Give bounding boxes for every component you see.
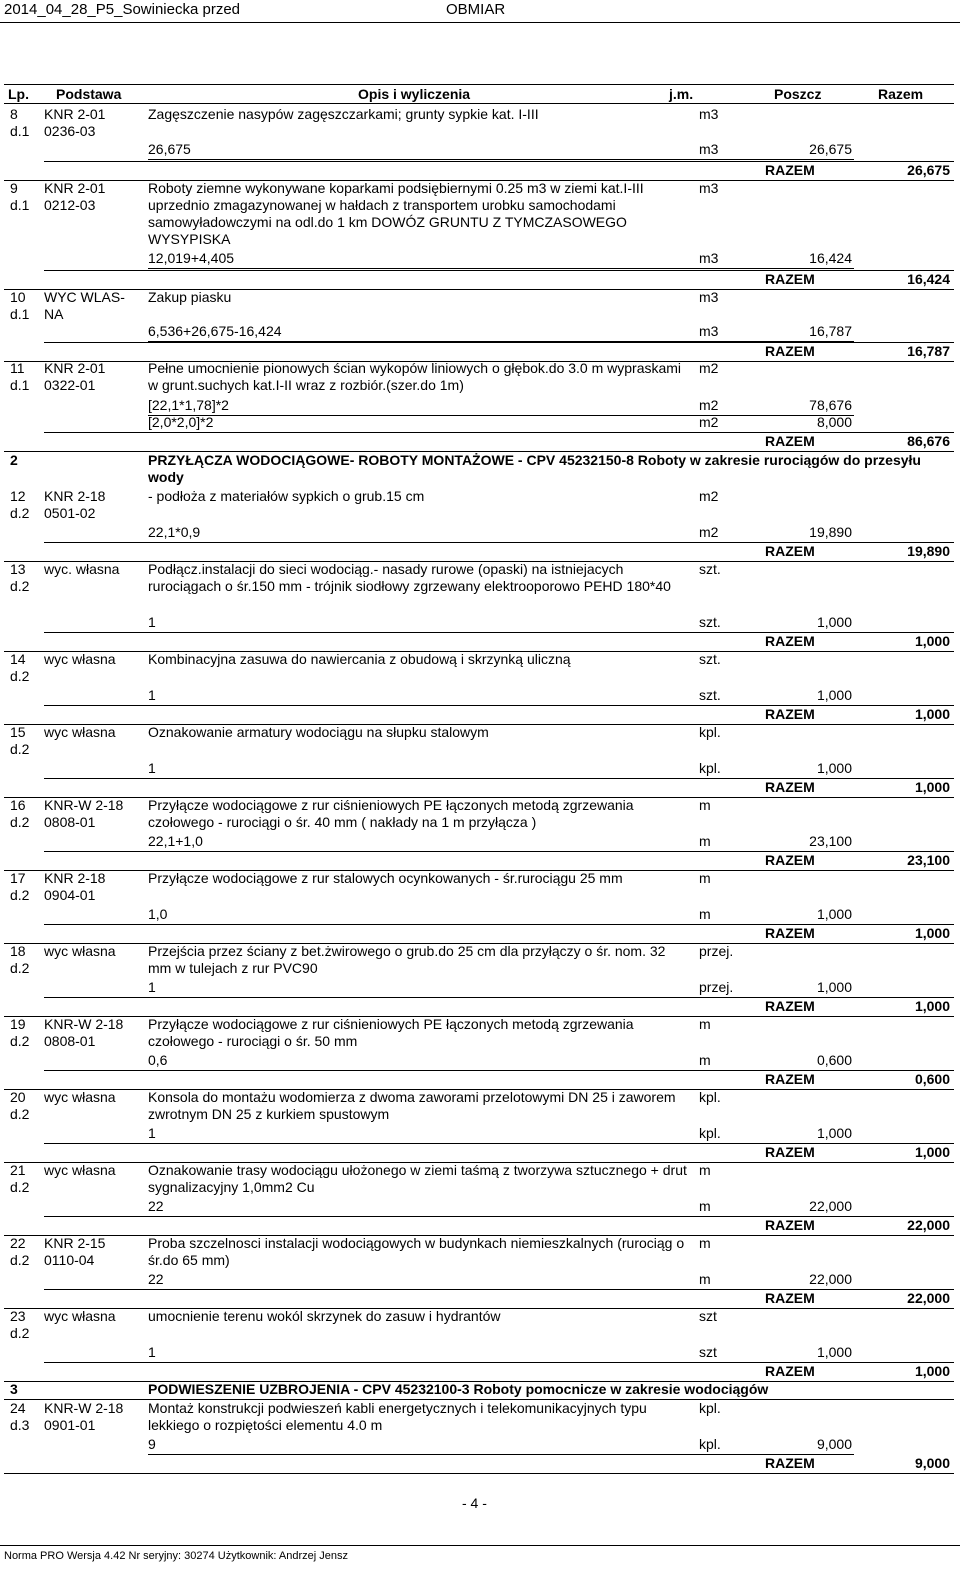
header-poszcz: Poszcz: [774, 86, 822, 102]
item-description: Przyłącze wodociągowe z rur stalowych ocynkowanych - śr.rurociągu 25 mm: [148, 870, 623, 886]
calc-unit: m: [699, 833, 711, 849]
item-description: Kombinacyjna zasuwa do nawiercania z obudową i skrzynką uliczną: [148, 651, 571, 667]
calc-expression: 22,1*0,9: [148, 524, 201, 540]
item-dzial: d.1: [10, 377, 30, 393]
razem-value: 1,000: [914, 1363, 950, 1379]
item-description: Pełne umocnienie pionowych ścian wykopów liniowych o głębok.do 3.0 m wypraskami w grunt.suchych kat.I-II wraz z rozbiór.(szer.do 1m): [148, 360, 682, 393]
calc-expression: 22: [148, 1271, 164, 1287]
razem-divider: [44, 342, 954, 343]
razem-label: RAZEM: [765, 706, 815, 722]
calc-unit: m2: [699, 524, 719, 540]
item-unit: m3: [699, 106, 719, 122]
calc-expression: 1: [148, 687, 156, 703]
razem-label: RAZEM: [765, 779, 815, 795]
razem-label: RAZEM: [765, 1144, 815, 1160]
item-dzial: d.2: [10, 814, 30, 830]
calc-expression: [22,1*1,78]*2: [148, 397, 229, 413]
razem-label: RAZEM: [765, 343, 815, 359]
item-podstawa: KNR 2-01: [44, 106, 106, 122]
calc-expression: 1,0: [148, 906, 168, 922]
razem-label: RAZEM: [765, 271, 815, 287]
razem-divider: [44, 705, 954, 706]
razem-label: RAZEM: [765, 433, 815, 449]
calc-unit: m: [699, 1198, 711, 1214]
item-description: - podłoża z materiałów sypkich o grub.15 cm: [148, 488, 425, 504]
calc-unit: m: [699, 1052, 711, 1068]
calc-expression: 0,6: [148, 1052, 168, 1068]
razem-value: 1,000: [914, 1144, 950, 1160]
item-podstawa: wyc własna: [44, 1308, 116, 1324]
calc-divider: [148, 268, 854, 269]
razem-divider: [44, 1289, 954, 1290]
razem-value: 16,424: [907, 271, 950, 287]
razem-value: 1,000: [914, 633, 950, 649]
item-unit: m: [699, 1016, 711, 1032]
item-podstawa: KNR 2-18: [44, 870, 106, 886]
item-lp: 21: [10, 1162, 26, 1178]
item-lp: 9: [10, 180, 18, 196]
item-lp: 18: [10, 943, 26, 959]
calc-value: 78,676: [809, 397, 852, 413]
item-podstawa: wyc własna: [44, 724, 116, 740]
calc-expression: 22,1+1,0: [148, 833, 203, 849]
calc-value: 1,000: [816, 1344, 852, 1360]
item-description: Podłącz.instalacji do sieci wodociąg.- nasady rurowe (opaski) na istniejacych rurociągach o śr.150 mm - trójnik siodłowy zgrzewany elektrooporowo PEHD 180*40: [148, 561, 671, 594]
calc-value: 16,424: [809, 250, 852, 266]
item-dzial: d.1: [10, 306, 30, 322]
header-razem: Razem: [878, 86, 924, 102]
header-jm: j.m.: [669, 86, 694, 102]
item-unit: kpl.: [699, 1089, 721, 1105]
item-podstawa-code: 0110-04: [44, 1252, 95, 1268]
razem-divider: [44, 997, 954, 998]
item-unit: m2: [699, 488, 719, 504]
calc-expression: 22: [148, 1198, 164, 1214]
razem-divider: [44, 1143, 954, 1144]
item-unit: szt: [699, 1308, 717, 1324]
page-number: - 4 -: [462, 1495, 487, 1511]
calc-unit: m: [699, 1271, 711, 1287]
calc-unit: m3: [699, 323, 719, 339]
item-podstawa: KNR 2-01: [44, 360, 106, 376]
razem-value: 23,100: [907, 852, 950, 868]
header-lp: Lp.: [8, 86, 29, 102]
calc-expression: 26,675: [148, 141, 191, 157]
item-description: umocnienie terenu wokól skrzynek do zasuw i hydrantów: [148, 1308, 501, 1324]
item-lp: 14: [10, 651, 26, 667]
razem-value: 1,000: [914, 925, 950, 941]
item-podstawa-code: 0236-03: [44, 123, 96, 139]
footer-divider: [0, 1545, 960, 1546]
item-lp: 20: [10, 1089, 26, 1105]
razem-value: 26,675: [907, 162, 950, 178]
item-lp: 10: [10, 289, 26, 305]
item-unit: m3: [699, 180, 719, 196]
item-podstawa-code: 0904-01: [44, 887, 96, 903]
item-lp: 23: [10, 1308, 26, 1324]
calc-value: 23,100: [809, 833, 852, 849]
calc-unit: m2: [699, 414, 719, 430]
item-podstawa: wyc własna: [44, 1089, 116, 1105]
item-unit: m: [699, 797, 711, 813]
item-podstawa-code: 0808-01: [44, 814, 96, 830]
item-unit: m: [699, 1162, 711, 1178]
item-dzial: d.3: [10, 1417, 30, 1433]
calc-unit: kpl.: [699, 760, 721, 776]
item-description: Roboty ziemne wykonywane koparkami podsiębiernymi 0.25 m3 w ziemi kat.I-III uprzednio zmagazynowanej w hałdach z transportem urobku samochodami samowyładowczymi na odl.do 1 km DOWÓZ GRUNTU Z TYMCZASOWEGO WYSYPISKA: [148, 180, 644, 247]
razem-divider: [44, 924, 954, 925]
razem-divider: [44, 1216, 954, 1217]
item-dzial: d.2: [10, 741, 30, 757]
calc-divider: [148, 415, 854, 416]
razem-value: 1,000: [914, 998, 950, 1014]
item-podstawa-code: 0322-01: [44, 377, 96, 393]
razem-divider: [44, 632, 954, 633]
razem-label: RAZEM: [765, 543, 815, 559]
calc-unit: szt.: [699, 614, 721, 630]
razem-value: 0,600: [914, 1071, 950, 1087]
calc-expression: 12,019+4,405: [148, 250, 235, 266]
item-podstawa: wyc własna: [44, 943, 116, 959]
razem-label: RAZEM: [765, 1217, 815, 1233]
calc-expression: 9: [148, 1436, 156, 1452]
item-podstawa: WYC WLAS-: [44, 289, 125, 305]
item-podstawa-code: 0501-02: [44, 505, 96, 521]
calc-value: 1,000: [816, 906, 852, 922]
item-unit: m: [699, 1235, 711, 1251]
calc-unit: kpl.: [699, 1436, 721, 1452]
item-lp: 15: [10, 724, 26, 740]
item-podstawa: KNR-W 2-18: [44, 1016, 124, 1032]
razem-label: RAZEM: [765, 998, 815, 1014]
razem-label: RAZEM: [765, 1071, 815, 1087]
razem-label: RAZEM: [765, 925, 815, 941]
item-description: Zagęszczenie nasypów zagęszczarkami; grunty sypkie kat. I-III: [148, 106, 539, 122]
calc-value: 22,000: [809, 1271, 852, 1287]
item-unit: kpl.: [699, 1400, 721, 1416]
calc-unit: m3: [699, 250, 719, 266]
item-description: Przyłącze wodociągowe z rur ciśnieniowych PE łączonych metodą zgrzewania czołowego - rurociągi o śr. 40 mm ( nakłady na 1 m przyłącza ): [148, 797, 634, 830]
item-dzial: d.2: [10, 1325, 30, 1341]
item-description: Oznakowanie armatury wodociągu na słupku stalowym: [148, 724, 489, 740]
item-dzial: d.2: [10, 505, 30, 521]
item-dzial: d.2: [10, 578, 30, 594]
item-lp: 22: [10, 1235, 26, 1251]
razem-divider: [44, 778, 954, 779]
razem-value: 16,787: [907, 343, 950, 359]
item-unit: m3: [699, 289, 719, 305]
calc-unit: kpl.: [699, 1125, 721, 1141]
item-podstawa: KNR-W 2-18: [44, 797, 124, 813]
razem-divider: [44, 542, 954, 543]
item-lp: 13: [10, 561, 26, 577]
section-number: 2: [10, 452, 18, 468]
item-dzial: d.2: [10, 668, 30, 684]
section-title: PODWIESZENIE UZBROJENIA - CPV 45232100-3 Roboty pomocnicze w zakresie wodociągów: [148, 1381, 769, 1397]
document-type: OBMIAR: [446, 1, 506, 18]
razem-value: 1,000: [914, 706, 950, 722]
item-podstawa: KNR-W 2-18: [44, 1400, 124, 1416]
header-podstawa: Podstawa: [56, 86, 122, 102]
item-dzial: d.2: [10, 1106, 30, 1122]
item-description: Zakup piasku: [148, 289, 232, 305]
razem-label: RAZEM: [765, 1290, 815, 1306]
item-dzial: d.2: [10, 887, 30, 903]
calc-value: 1,000: [816, 1125, 852, 1141]
item-unit: m: [699, 870, 711, 886]
razem-divider: [44, 1362, 954, 1363]
item-lp: 19: [10, 1016, 26, 1032]
razem-divider: [44, 851, 954, 852]
item-podstawa: wyc. własna: [44, 561, 120, 577]
item-description: Montaż konstrukcji podwieszeń kabli energetycznych i telekomunikacyjnych typu lekkiego o rozpiętości elementu 4.0 m: [148, 1400, 647, 1433]
footer-text: Norma PRO Wersja 4.42 Nr seryjny: 30274 Użytkownik: Andrzej Jensz: [4, 1550, 348, 1562]
calc-expression: 1: [148, 1125, 156, 1141]
razem-value: 22,000: [907, 1290, 950, 1306]
item-podstawa-code: 0808-01: [44, 1033, 96, 1049]
item-lp: 11: [10, 360, 25, 376]
calc-divider: [148, 159, 854, 160]
razem-value: 19,890: [907, 543, 950, 559]
calc-expression: 1: [148, 760, 156, 776]
document-name: 2014_04_28_P5_Sowiniecka przed: [4, 1, 241, 18]
item-description: Konsola do montażu wodomierza z dwoma zaworami przelotowymi DN 25 i zaworem zwrotnym DN 25 z kurkiem spustowym: [148, 1089, 676, 1122]
item-dzial: d.2: [10, 960, 30, 976]
item-podstawa-code: NA: [44, 306, 64, 322]
item-lp: 12: [10, 488, 26, 504]
item-podstawa: KNR 2-01: [44, 180, 106, 196]
razem-label: RAZEM: [765, 1363, 815, 1379]
razem-label: RAZEM: [765, 633, 815, 649]
calc-value: 1,000: [816, 760, 852, 776]
razem-divider: [44, 1070, 954, 1071]
item-dzial: d.1: [10, 123, 30, 139]
calc-value: 1,000: [816, 979, 852, 995]
item-podstawa: wyc własna: [44, 1162, 116, 1178]
razem-label: RAZEM: [765, 852, 815, 868]
top-bar: [0, 0, 960, 23]
calc-expression: 1: [148, 1344, 156, 1360]
item-dzial: d.2: [10, 1252, 30, 1268]
header-opis: Opis i wyliczenia: [358, 86, 471, 102]
table-header: [4, 84, 954, 104]
section-number: 3: [10, 1381, 18, 1397]
item-podstawa-code: 0901-01: [44, 1417, 96, 1433]
calc-value: 1,000: [816, 687, 852, 703]
razem-label: RAZEM: [765, 1455, 815, 1471]
razem-value: 22,000: [907, 1217, 950, 1233]
calc-unit: szt: [699, 1344, 717, 1360]
item-unit: szt.: [699, 651, 721, 667]
calc-unit: przej.: [699, 979, 734, 995]
item-lp: 8: [10, 106, 18, 122]
item-lp: 24: [10, 1400, 26, 1416]
item-description: Przyłącze wodociągowe z rur ciśnieniowych PE łączonych metodą zgrzewania czołowego - rurociągi o śr. 50 mm: [148, 1016, 634, 1049]
item-podstawa-code: 0212-03: [44, 197, 96, 213]
item-dzial: d.2: [10, 1033, 30, 1049]
item-podstawa: KNR 2-18: [44, 488, 106, 504]
calc-expression: [2,0*2,0]*2: [148, 414, 214, 430]
item-dzial: d.1: [10, 197, 30, 213]
item-divider: [4, 1473, 954, 1474]
item-description: Proba szczelnosci instalacji wodociągowych w budynkach niemieszkalnych (rurociąg o śr.do 65 mm): [148, 1235, 685, 1268]
calc-value: 9,000: [816, 1436, 852, 1452]
calc-unit: szt.: [699, 687, 721, 703]
item-unit: szt.: [699, 561, 721, 577]
calc-value: 16,787: [809, 323, 852, 339]
calc-expression: 6,536+26,675-16,424: [148, 323, 282, 339]
item-description: Przejścia przez ściany z bet.żwirowego o grub.do 25 cm dla przyłączy o śr. nom. 32 mm w tulejach z rur PVC90: [148, 943, 666, 976]
calc-divider: [148, 1454, 854, 1455]
item-lp: 17: [10, 870, 26, 886]
item-description: Oznakowanie trasy wodociągu ułożonego w ziemi taśmą z tworzywa sztucznego + drut sygnalizacyjny 1,0mm2 Cu: [148, 1162, 687, 1195]
razem-divider: [44, 161, 954, 162]
razem-label: RAZEM: [765, 162, 815, 178]
calc-expression: 1: [148, 614, 156, 630]
calc-value: 8,000: [816, 414, 852, 430]
calc-value: 26,675: [809, 141, 852, 157]
calc-unit: m: [699, 906, 711, 922]
calc-value: 22,000: [809, 1198, 852, 1214]
calc-expression: 1: [148, 979, 156, 995]
item-unit: kpl.: [699, 724, 721, 740]
razem-value: 9,000: [914, 1455, 950, 1471]
calc-unit: m3: [699, 141, 719, 157]
razem-value: 1,000: [914, 779, 950, 795]
item-unit: przej.: [699, 943, 734, 959]
item-podstawa: KNR 2-15: [44, 1235, 106, 1251]
item-podstawa: wyc własna: [44, 651, 116, 667]
item-unit: m2: [699, 360, 719, 376]
calc-unit: m2: [699, 397, 719, 413]
calc-value: 1,000: [816, 614, 852, 630]
item-dzial: d.2: [10, 1179, 30, 1195]
razem-divider: [44, 270, 954, 271]
item-lp: 16: [10, 797, 26, 813]
calc-value: 0,600: [816, 1052, 852, 1068]
calc-value: 19,890: [809, 524, 852, 540]
razem-divider: [44, 432, 954, 433]
section-title: PRZYŁĄCZA WODOCIĄGOWE- ROBOTY MONTAŻOWE - CPV 45232150-8 Roboty w zakresie rurociągów do przesyłu wody: [148, 452, 921, 485]
razem-value: 86,676: [907, 433, 950, 449]
